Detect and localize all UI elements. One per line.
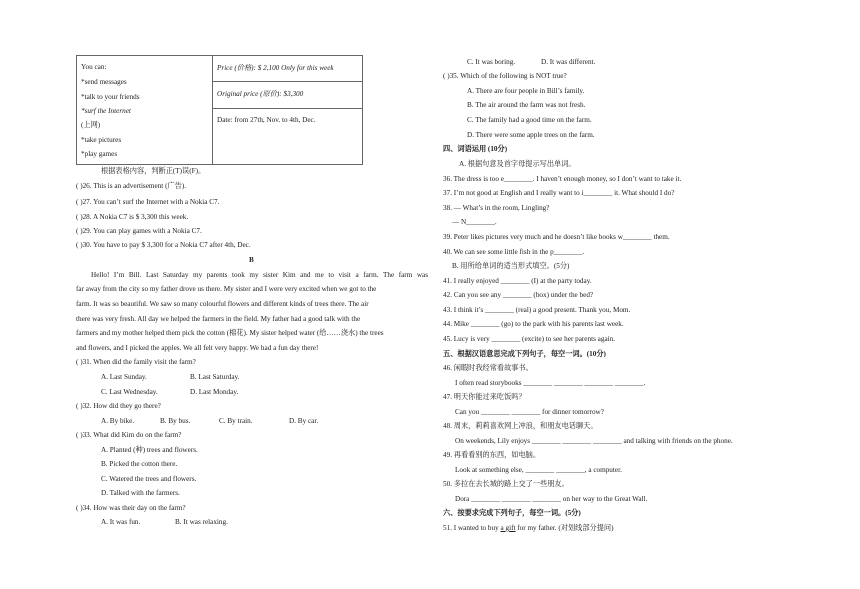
q32-option-c: C. By train. [219,417,253,425]
question-47: 47. 明天你能过来吃饭吗？ [443,393,526,401]
q31-option-b: B. Last Saturday. [190,373,240,381]
question-51 [443,525,613,532]
question-38-answer: — N________. [452,218,497,226]
ad-original-price-cell [213,82,363,109]
section-4-heading: 四、词语运用 (10分) [443,145,508,153]
question-41: 41. I really enjoyed ________ (I) at the party today. [443,277,592,285]
q35-option-c: C. The family had a good time on the farm. [467,116,592,124]
ad-original-price: Original price (原价): $3,300 [217,90,304,98]
q33-option-d: D. Talked with the farmers. [101,489,180,497]
question-31: ( )31. When did the family visit the farm? [76,358,196,366]
section-b-heading: B [249,256,254,264]
question-26: ( )26. This is an advertisement (广告). [76,182,187,190]
q34-option-a: A. It was fun. [101,518,141,526]
section-6-heading: 六、按要求完成下列句子，每空一词。(5分) [443,509,581,517]
passage-line: farmers and my mother helped them pick the cotton (棉花). My sister helped water (给……浇水) the trees [76,329,384,337]
question-38: 38. — What’s in the room, Lingling? [443,204,550,212]
question-32: ( )32. How did they go there? [76,402,161,410]
question-50-sentence: Dora ________ ________ ________ on her way to the Great Wall. [455,495,648,503]
section-5-heading: 五、根据汉语意思完成下列句子，每空一词。(10分) [443,350,606,358]
q31-option-d: D. Last Monday. [190,388,239,396]
passage-line: far away from the city so my father drove us there. My sister and I were very excited when we got to the [76,285,377,293]
q35-option-a: A. There are four people in Bill’s family. [467,87,585,95]
question-44: 44. Mike ________ (go) to the park with his parents last week. [443,320,624,328]
ad-feature-line: *play games [81,150,118,158]
q34-option-b: B. It was relaxing. [175,518,228,526]
question-48-sentence: On weekends, Lily enjoys ________ ________ ________ and talking with friends on the phone. [455,437,733,445]
question-34: ( )34. How was their day on the farm? [76,504,186,512]
q33-option-b: B. Picked the cotton there. [101,460,178,468]
question-37: 37. I’m not good at English and I really want to i________ it. What should I do? [443,189,675,197]
question-46-sentence: I often read storybooks ________ ________ ________ ________. [455,379,646,387]
question-33: ( )33. What did Kim do on the farm? [76,431,182,439]
ad-feature-line: (上网) [81,121,101,129]
ad-price: Price (价格): $ 2,100 Only for this week [217,64,334,72]
question-42: 42. Can you see any ________ (box) under the bed? [443,291,594,299]
question-29: ( )29. You can play games with a Nokia C7. [76,227,202,235]
ad-feature-line: *send messages [81,78,127,86]
question-30: ( )30. You have to pay $ 3,300 for a Nokia C7 after 4th, Dec. [76,241,251,249]
ad-feature-line: *surf the Internet [81,107,131,115]
passage-line: there was very fresh. All day we helped the farmers in the field. My father had a good talk with the [76,315,361,323]
question-40: 40. We can see some little fish in the p________. [443,248,585,256]
q34-option-d: D. It was different. [541,58,596,66]
ad-feature-line: You can: [81,63,107,71]
tf-instruction: 根据表格内容，判断正(T)误(F)。 [101,167,206,175]
q32-option-d: D. By car. [289,417,319,425]
q51-text-start: 51. I wanted to buy [443,524,501,532]
q34-option-c: C. It was boring. [467,58,516,66]
question-49-sentence: Look at something else, ________ ________, a computer. [455,466,622,474]
ad-features-cell [77,56,213,165]
ad-price-cell [213,56,363,82]
ad-table [76,55,363,165]
q31-option-c: C. Last Wednesday. [101,388,158,396]
q35-option-d: D. There were some apple trees on the farm. [467,131,595,139]
q32-option-a: A. By bike. [101,417,135,425]
q51-text-end: for my father. (对划线部分提问) [515,524,614,532]
section-4b-instruction: B. 用所给单词的适当形式填空。(5分) [452,262,570,270]
q35-option-b: B. The air around the farm was not fresh. [467,101,586,109]
q31-option-a: A. Last Sunday. [101,373,147,381]
ad-date-cell [213,109,363,165]
question-46: 46. 闲暇时我经常看故事书。 [443,364,533,372]
q51-underlined: a gift [500,524,516,532]
question-45: 45. Lucy is very ________ (excite) to see her parents again. [443,335,616,343]
q33-option-c: C. Watered the trees and flowers. [101,475,197,483]
q33-option-a: A. Planted (种) trees and flowers. [101,446,198,454]
question-35: ( )35. Which of the following is NOT true? [443,72,567,80]
passage-line: Hello! I’m Bill. Last Saturday my parents took my sister Kim and me to visit a farm. The farm was [91,271,428,279]
q32-option-b: B. By bus. [160,417,191,425]
question-27: ( )27. You can’t surf the Internet with a Nokia C7. [76,198,220,206]
section-4a-instruction: A. 根据句意及首字母提示写出单词。 [459,160,576,168]
question-43: 43. I think it’s ________ (real) a good present. Thank you, Mom. [443,306,631,314]
ad-date: Date: from 27th, Nov. to 4th, Dec. [217,116,316,124]
question-47-sentence: Can you ________ ________ for dinner tomorrow? [455,408,604,416]
question-28: ( )28. A Nokia C7 is $ 3,300 this week. [76,213,189,221]
question-39: 39. Peter likes pictures very much and he doesn’t like books w________ them. [443,233,670,241]
ad-feature-line: *take pictures [81,136,122,144]
question-48: 48. 周末，莉莉喜欢网上冲浪，和朋友电话聊天。 [443,422,598,430]
question-36: 36. The dress is too e________. I haven’t enough money, so I don’t want to take it. [443,175,682,183]
ad-feature-line: *talk to your friends [81,93,140,101]
passage-line: and flowers, and I picked the apples. We all felt very happy. We had a fun day there! [76,344,319,352]
question-49: 49. 再看看别的东西，如电脑。 [443,451,541,459]
passage-line: farm. It was so beautiful. We saw so many colourful flowers and different kinds of trees there. The air [76,300,369,308]
question-50: 50. 多拉在去长城的路上交了一些朋友。 [443,480,569,488]
